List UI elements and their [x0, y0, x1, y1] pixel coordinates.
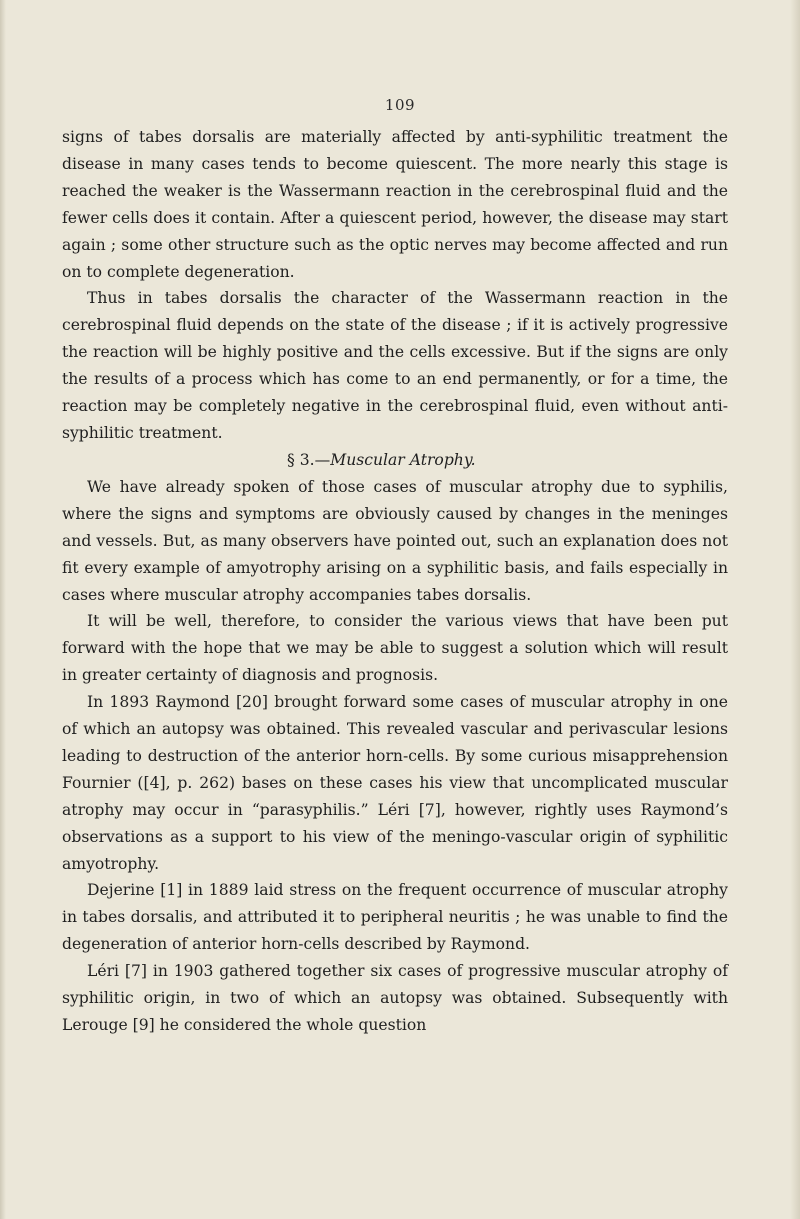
paragraph-wassermann-reaction: Thus in tabes dorsalis the character of the Wassermann reaction in the cerebrospinal fluid depends on the state of the disease ; if it is actively progressive the reaction will be highly positive and the cells excessive. But if the signs are only the results of a process which has come to an end permanently, or for a time, the reaction may be completely negative in the cerebrospinal fluid, even without anti-syphilitic treatment. [62, 289, 728, 442]
section-number: § 3.— [287, 450, 331, 469]
body-text [62, 124, 728, 1039]
section-heading [62, 447, 728, 474]
paragraph-raymond-1893: In 1893 Raymond [20] brought forward some cases of muscular atrophy in one of which an autopsy was obtained. This revealed vascular and perivascular lesions leading to destruction of the anterior horn-cells. By some curious misapprehension Fournier ([4], p. 262) bases on these cases his view that uncomplicated muscular atrophy may occur in “parasyphilis.” Léri [7], however, rightly uses Raymond’s observations as a support to his view of the meningo-vascular origin of syphilitic amyotrophy. [62, 693, 728, 873]
scan-edge-right [790, 0, 800, 1219]
scan-edge-left [0, 0, 6, 1219]
paragraph-dejerine-1889: Dejerine [1] in 1889 laid stress on the frequent occurrence of muscular atrophy in tabes dorsalis, and attributed it to peripheral neuritis ; he was unable to find the degeneration of anterior horn-cells described by Raymond. [62, 881, 728, 954]
paragraph-tabes-treatment: signs of tabes dorsalis are materially affected by anti-syphilitic treatment the disease in many cases tends to become quiescent. The more nearly this stage is reached the weaker is the Wassermann reaction in the cerebrospinal fluid and the fewer cells does it contain. After a quiescent period, however, the disease may start again ; some other structure such as the optic nerves may become affected and run on to complete degeneration. [62, 128, 728, 281]
paragraph-leri-1903: Léri [7] in 1903 gathered together six cases of progressive muscular atrophy of syphilitic origin, in two of which an autopsy was obtained. Subsequently with Lerouge [9] he considered the whole question [62, 962, 728, 1034]
paragraph-various-views: It will be well, therefore, to consider the various views that have been put forward with the hope that we may be able to suggest a solution which will result in greater certainty of diagnosis and prognosis. [62, 612, 728, 685]
page-number: 109 [384, 96, 416, 114]
paragraph-muscular-atrophy-intro: We have already spoken of those cases of muscular atrophy due to syphilis, where the signs and symptoms are obviously caused by changes in the meninges and vessels. But, as many observers have pointed out, such an explanation does not fit every example of amyotrophy arising on a syphilitic basis, and fails especially in cases where muscular atrophy accompanies tabes dorsalis. [62, 477, 728, 604]
section-title: Muscular Atrophy. [330, 450, 476, 469]
